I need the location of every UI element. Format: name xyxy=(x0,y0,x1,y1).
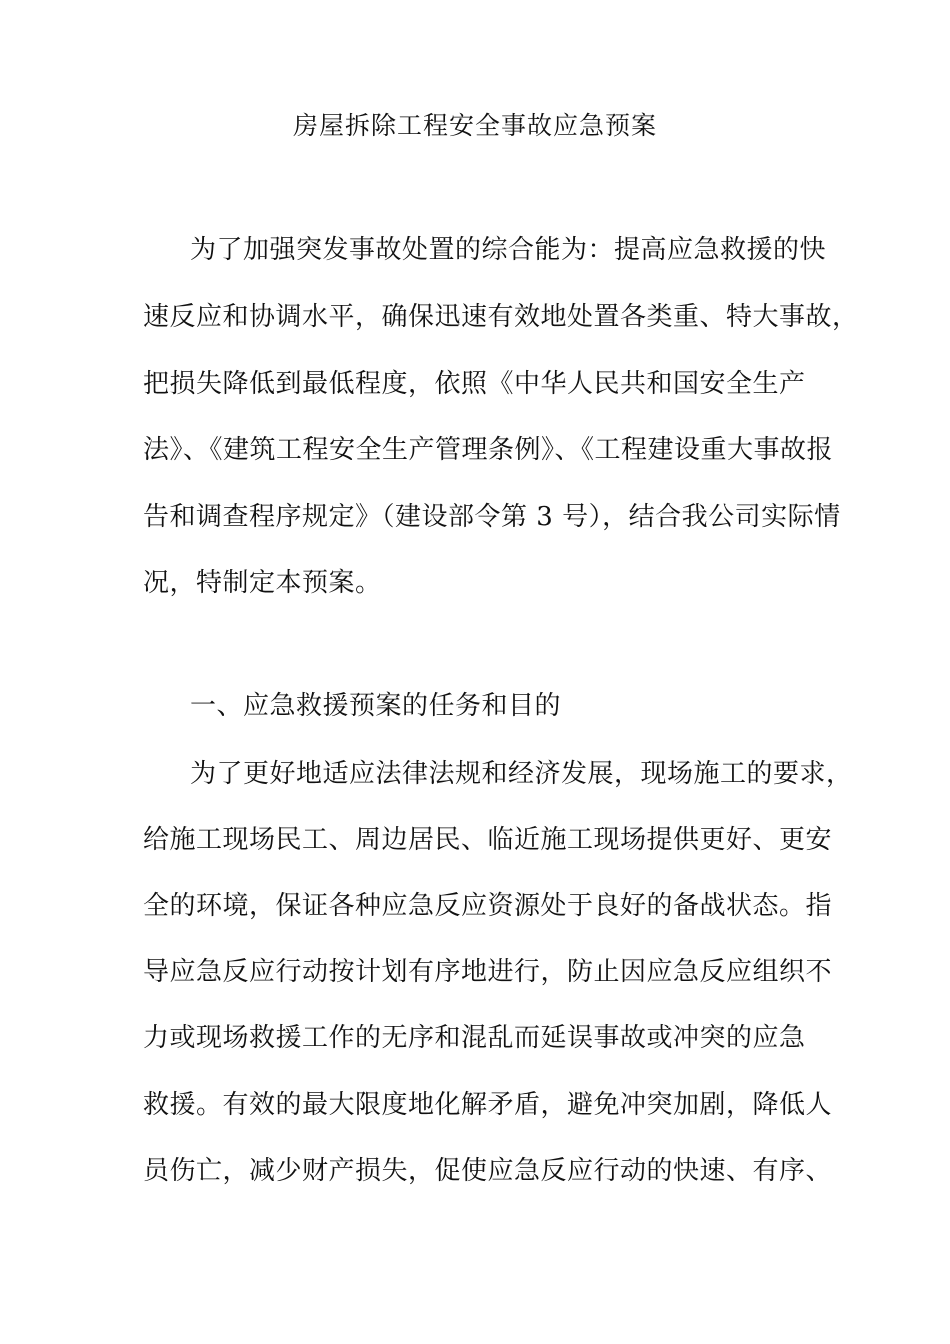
paragraph-1-line-3: 把损失降低到最低程度，依照《中华人民共和国安全生产 xyxy=(143,369,806,399)
paragraph-2-line-1: 为了更好地适应法律法规和经济发展，现场施工的要求， xyxy=(190,759,853,789)
document-title: 房屋拆除工程安全事故应急预案 xyxy=(292,111,657,140)
paragraph-2-line-5: 力或现场救援工作的无序和混乱而延误事故或冲突的应急 xyxy=(143,1023,806,1053)
paragraph-2-line-7: 员伤亡，减少财产损失，促使应急反应行动的快速、有序、 xyxy=(143,1156,833,1186)
paragraph-2-line-4: 导应急反应行动按计划有序地进行，防止因应急反应组织不 xyxy=(143,957,833,987)
paragraph-1-line-6: 况，特制定本预案。 xyxy=(143,568,382,598)
paragraph-2-line-3: 全的环境，保证各种应急反应资源处于良好的备战状态。指 xyxy=(143,891,833,921)
section-1-heading: 一、应急救援预案的任务和目的 xyxy=(190,691,562,721)
paragraph-1-line-2: 速反应和协调水平，确保迅速有效地处置各类重、特大事故， xyxy=(143,302,859,332)
paragraph-1-line-4: 法》、《建筑工程安全生产管理条例》、《工程建设重大事故报 xyxy=(143,435,834,465)
paragraph-2-line-2: 给施工现场民工、周边居民、临近施工现场提供更好、更安 xyxy=(143,825,833,855)
paragraph-1-line-1: 为了加强突发事故处置的综合能为：提高应急救援的快 xyxy=(190,235,827,265)
paragraph-1-line-5: 告和调查程序规定》（建设部令第 3 号），结合我公司实际情 xyxy=(143,502,841,532)
paragraph-2-line-6: 救援。有效的最大限度地化解矛盾，避免冲突加剧，降低人 xyxy=(143,1090,833,1120)
